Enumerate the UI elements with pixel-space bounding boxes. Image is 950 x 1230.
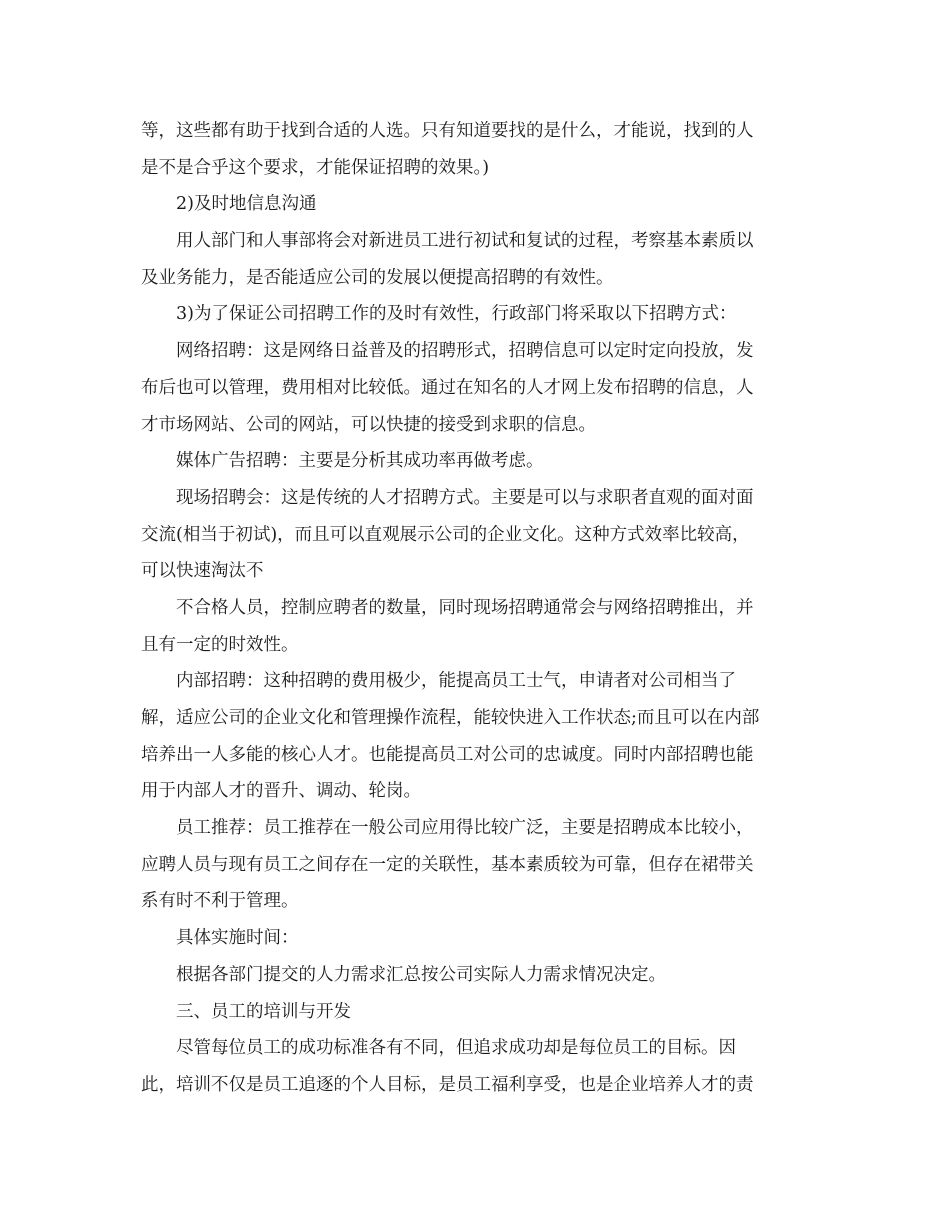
document-body <box>141 113 811 1104</box>
text-line: 2)及时地信息沟通 <box>176 194 317 215</box>
text-line: 员工推荐：员工推荐在一般公司应用得比较广泛，主要是招聘成本比较小， <box>176 818 754 839</box>
text-line: 根据各部门提交的人力需求汇总按公司实际人力需求情况决定。 <box>176 964 666 985</box>
text-line: 布后也可以管理，费用相对比较低。通过在知名的人才网上发布招聘的信息，人 <box>141 377 754 398</box>
text-line: 内部招聘：这种招聘的费用极少，能提高员工士气，申请者对公司相当了 <box>176 671 736 692</box>
text-line: 应聘人员与现有员工之间存在一定的关联性，基本素质较为可靠，但存在裙带关 <box>141 854 754 875</box>
text-line: 培养出一人多能的核心人才。也能提高员工对公司的忠诚度。同时内部招聘也能 <box>141 744 754 765</box>
text-line: 3)为了保证公司招聘工作的及时有效性，行政部门将采取以下招聘方式： <box>176 304 737 325</box>
text-line: 用于内部人才的晋升、调动、轮岗。 <box>141 781 421 802</box>
text-line: 三、员工的培训与开发 <box>176 1001 351 1022</box>
text-line: 等，这些都有助于找到合适的人选。只有知道要找的是什么，才能说，找到的人 <box>141 121 754 141</box>
text-line: 具体实施时间： <box>176 928 299 949</box>
text-line: 及业务能力，是否能适应公司的发展以便提高招聘的有效性。 <box>141 267 614 288</box>
text-line: 是不是合乎这个要求，才能保证招聘的效果。) <box>141 157 490 178</box>
text-line: 系有时不利于管理。 <box>141 891 299 912</box>
text-line: 可以快速淘汰不 <box>141 561 264 582</box>
text-line: 不合格人员，控制应聘者的数量，同时现场招聘通常会与网络招聘推出，并 <box>176 597 754 618</box>
text-line: 解，适应公司的企业文化和管理操作流程，能较快进入工作状态;而且可以在内部 <box>141 708 760 728</box>
text-line: 媒体广告招聘：主要是分析其成功率再做考虑。 <box>176 451 544 472</box>
text-line: 交流(相当于初试)，而且可以直观展示公司的企业文化。这种方式效率比较高， <box>141 524 750 545</box>
text-line: 此，培训不仅是员工追逐的个人目标，是员工福利享受，也是企业培养人才的责 <box>141 1074 754 1095</box>
text-line: 尽管每位员工的成功标准各有不同，但追求成功却是每位员工的目标。因 <box>176 1038 736 1059</box>
text-line: 网络招聘：这是网络日益普及的招聘形式，招聘信息可以定时定向投放，发 <box>176 341 754 362</box>
text-line: 用人部门和人事部将会对新进员工进行初试和复试的过程，考察基本素质以 <box>176 231 754 252</box>
text-line: 且有一定的时效性。 <box>141 634 299 655</box>
text-line: 才市场网站、公司的网站，可以快捷的接受到求职的信息。 <box>141 414 596 435</box>
text-line: 现场招聘会：这是传统的人才招聘方式。主要是可以与求职者直观的面对面 <box>176 487 754 508</box>
